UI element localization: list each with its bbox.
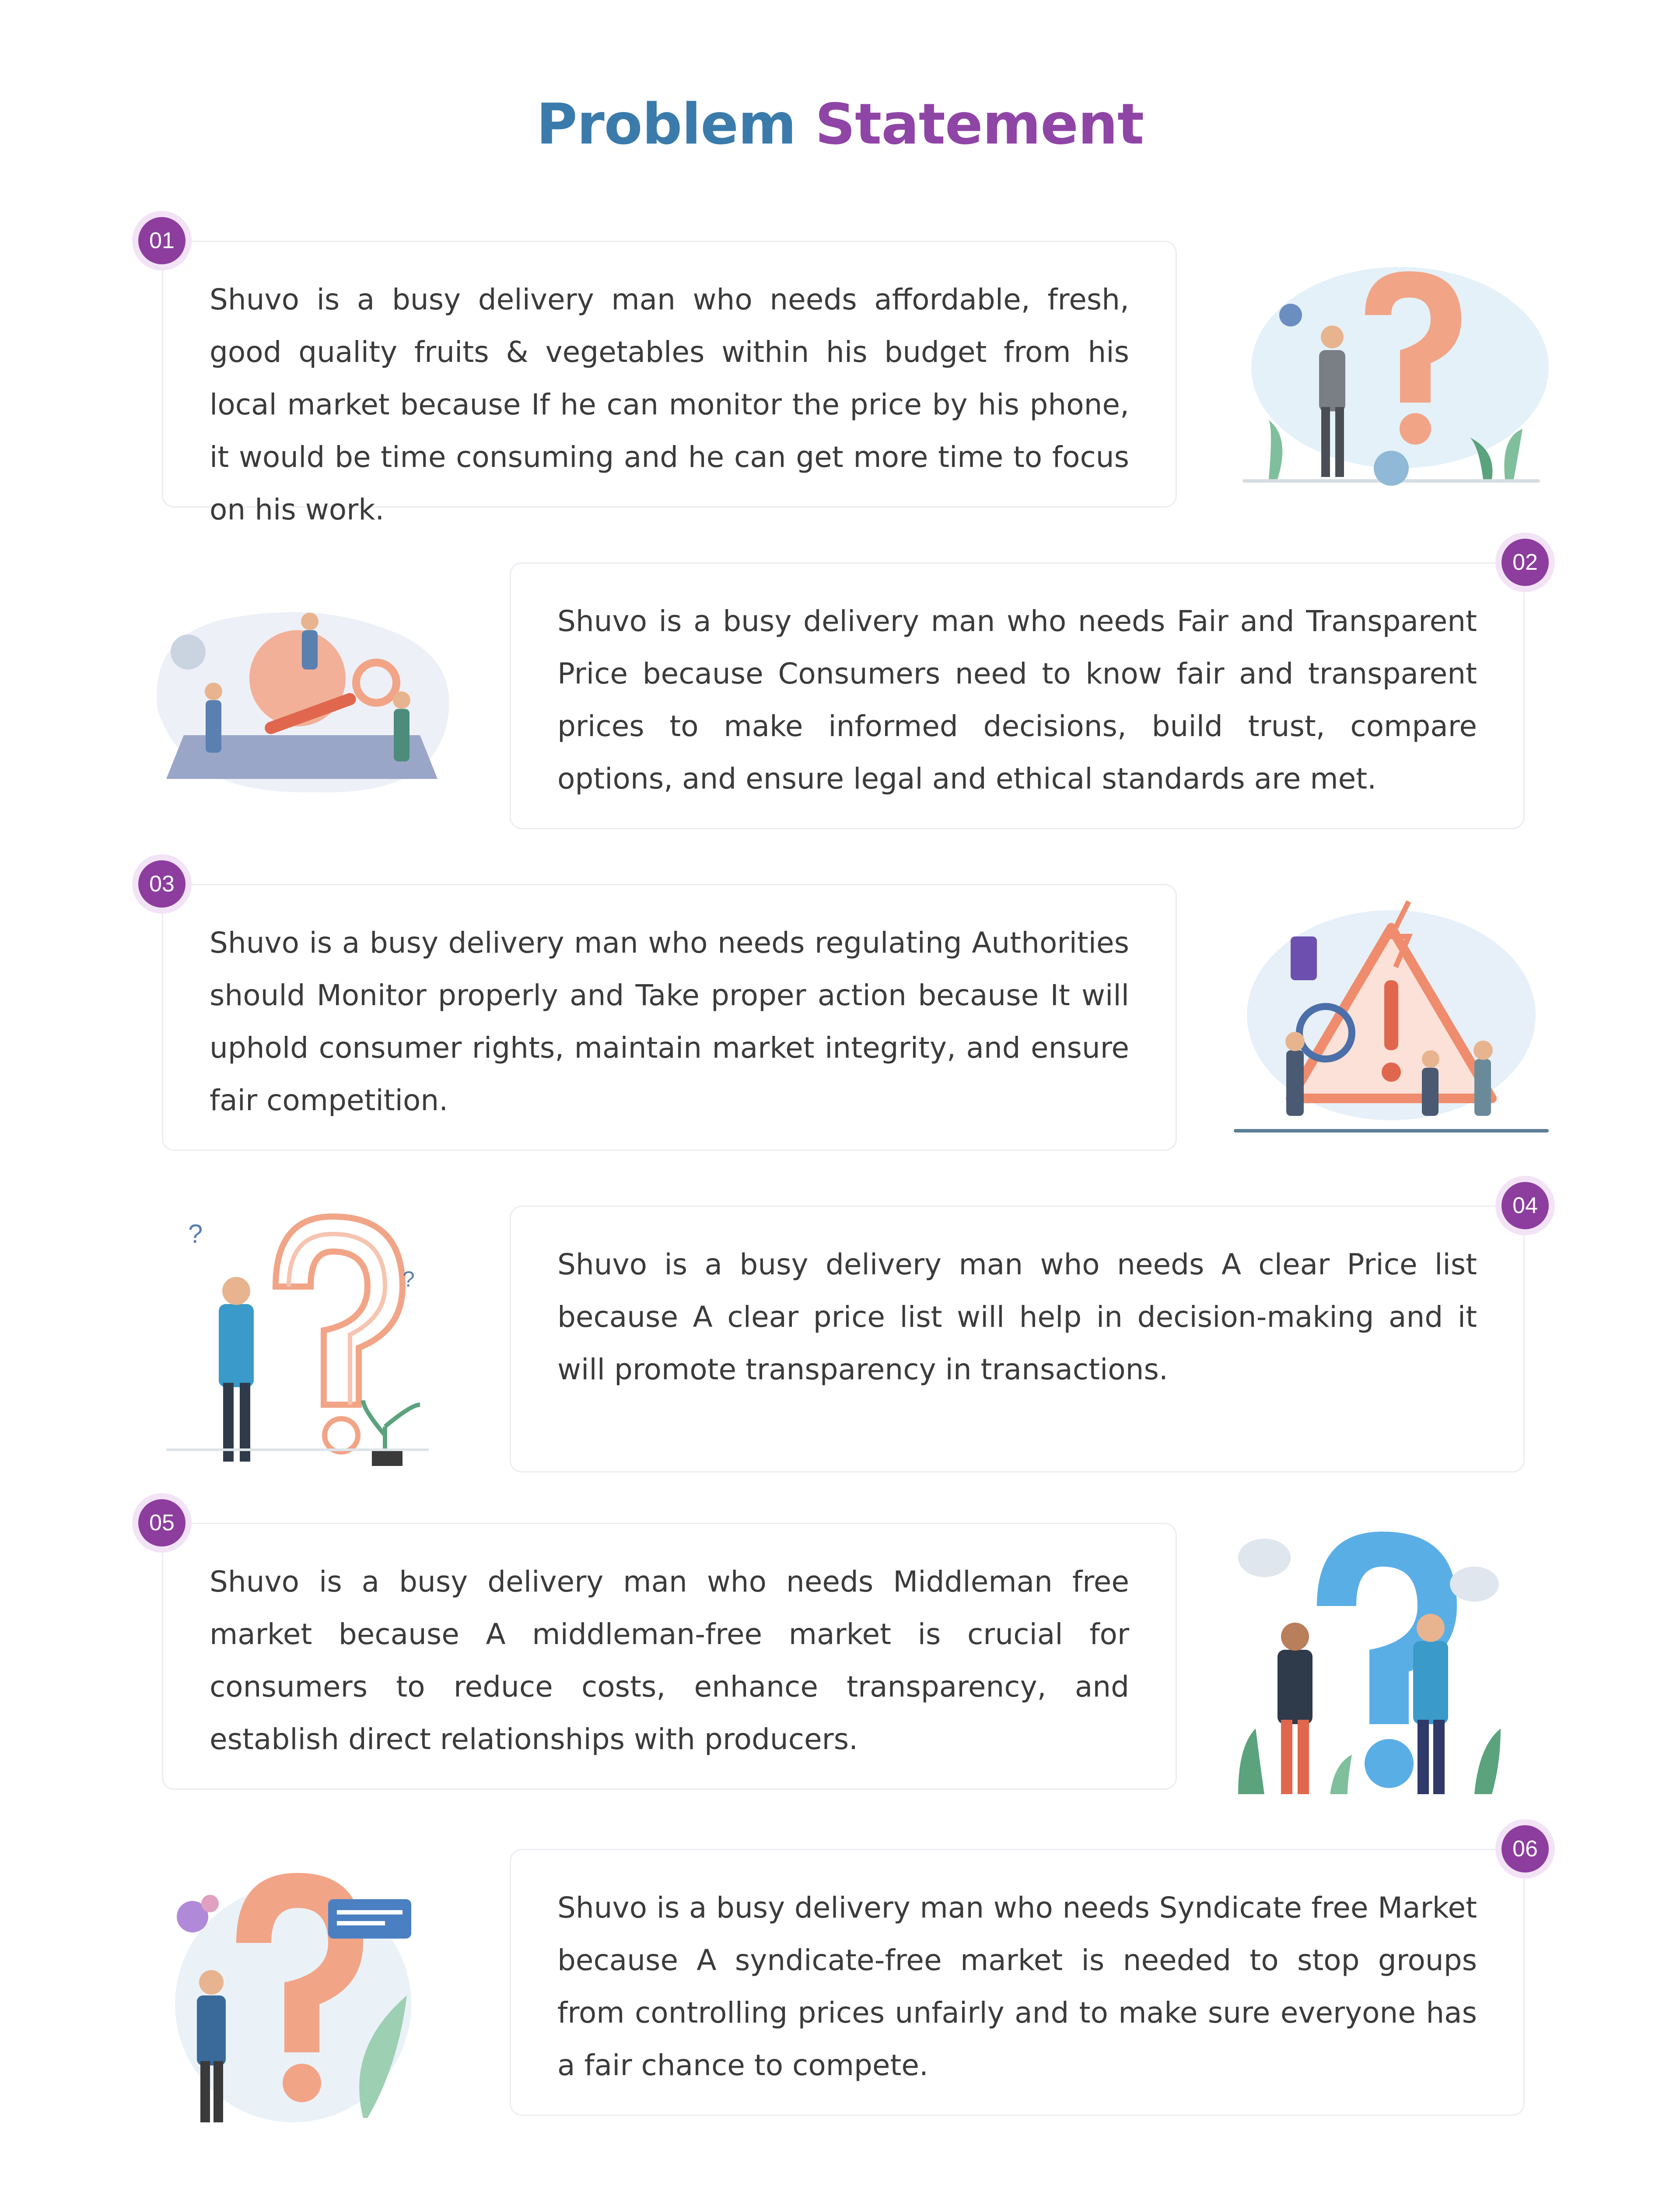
problem-statement-title bbox=[0, 92, 1680, 157]
team-key-illustration bbox=[131, 578, 472, 805]
problem-text-01: Shuvo is a busy delivery man who needs affordable, fresh, good quality fruits & vegetables within his budget from his local market because If he can monitor the price by his phone, it would be time consuming and he can get more time to focus on his work. bbox=[210, 283, 1129, 526]
question-man-illustration bbox=[1225, 263, 1558, 490]
warning-alert-illustration bbox=[1225, 893, 1558, 1138]
question-discussion-illustration bbox=[1229, 1518, 1518, 1799]
maze-question-illustration bbox=[158, 1199, 438, 1470]
problem-text-04: Shuvo is a busy delivery man who needs A clear Price list because A clear price list will help in decision-making and it will promote transparency in transactions. bbox=[557, 1248, 1477, 1386]
problem-text-03: Shuvo is a busy delivery man who needs regulating Authorities should Monitor properly and Take proper action because It will uphold consumer rights, maintain market integrity, and ensure fair competition. bbox=[210, 926, 1129, 1117]
problem-text-06: Shuvo is a busy delivery man who needs Syndicate free Market because A syndicate-free market is needed to stop groups from controlling prices unfairly and to make sure everyone has a fair chance to compete. bbox=[557, 1891, 1477, 2082]
badge-04 bbox=[1495, 1176, 1555, 1235]
title-part-1: Problem bbox=[536, 92, 796, 157]
badge-02 bbox=[1495, 533, 1555, 592]
problem-card-03 bbox=[162, 884, 1177, 1151]
problem-card-02 bbox=[510, 562, 1525, 829]
badge-01 bbox=[132, 211, 192, 270]
problem-card-06 bbox=[510, 1849, 1525, 2116]
badge-number: 02 bbox=[1502, 539, 1549, 586]
problem-text-05: Shuvo is a busy delivery man who needs Middleman free market because A middleman-free market is crucial for consumers to reduce costs, enhance transparency, and establish direct relationships with producers. bbox=[210, 1565, 1129, 1756]
title-part-2: Statement bbox=[815, 92, 1144, 157]
badge-number: 03 bbox=[138, 860, 186, 908]
problem-card-01 bbox=[162, 241, 1177, 526]
problem-text-02: Shuvo is a busy delivery man who needs Fair and Transparent Price because Consumers need to know fair and transparent prices to make informed decisions, build trust, compare options, and ensure legal and ethical standards are met. bbox=[557, 604, 1477, 796]
badge-05 bbox=[132, 1493, 192, 1553]
problem-card-04 bbox=[510, 1206, 1525, 1473]
badge-06 bbox=[1495, 1819, 1555, 1879]
badge-number: 01 bbox=[138, 217, 186, 264]
question-chat-illustration bbox=[162, 1847, 424, 2127]
badge-number: 06 bbox=[1502, 1825, 1549, 1872]
badge-number: 05 bbox=[138, 1499, 186, 1546]
badge-number: 04 bbox=[1502, 1182, 1549, 1229]
svg-text:?: ? bbox=[402, 1267, 415, 1291]
badge-03 bbox=[132, 854, 192, 914]
problem-card-05 bbox=[162, 1523, 1177, 1790]
svg-text:?: ? bbox=[188, 1219, 203, 1248]
